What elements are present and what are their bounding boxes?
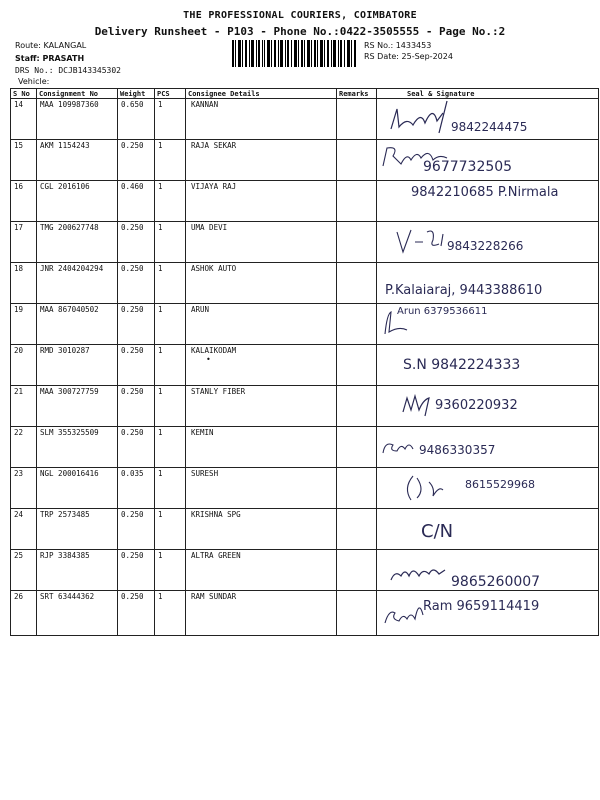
consignee-name-text: KALAIKODAM <box>191 346 237 355</box>
signature-phone: 9842210685 P.Nirmala <box>411 185 559 200</box>
serial-number: 23 <box>11 468 37 509</box>
runsheet-table <box>10 88 599 636</box>
table-row <box>11 591 599 636</box>
serial-number: 15 <box>11 140 37 181</box>
consignment-number: TMG 200627748 <box>37 222 118 263</box>
signature-phone: Arun 6379536611 <box>397 306 488 317</box>
consignee-name: ARUN <box>186 304 337 345</box>
col-consignee: Consignee Details <box>186 89 337 99</box>
pcs-value: 1 <box>155 509 186 550</box>
signature-cell <box>377 427 599 468</box>
serial-number: 18 <box>11 263 37 304</box>
consignment-number: MAA 109987360 <box>37 99 118 140</box>
signature-phone: 8615529968 <box>465 478 535 491</box>
signature-cell <box>377 345 599 386</box>
pcs-value: 1 <box>155 140 186 181</box>
weight-value: 0.250 <box>118 304 155 345</box>
signature-phone: Ram 9659114419 <box>423 599 540 614</box>
table-row <box>11 99 599 140</box>
weight-value: 0.650 <box>118 99 155 140</box>
consignee-name: KRISHNA SPG <box>186 509 337 550</box>
pcs-value: 1 <box>155 345 186 386</box>
table-row <box>11 509 599 550</box>
consignment-number: RJP 3384385 <box>37 550 118 591</box>
weight-value: 0.250 <box>118 386 155 427</box>
col-signature: Seal & Signature <box>377 89 599 99</box>
consignment-number: MAA 867040502 <box>37 304 118 345</box>
drs-number: DRS No.: DCJB143345302 <box>15 66 121 75</box>
signature-cell <box>377 386 599 427</box>
serial-number: 14 <box>11 99 37 140</box>
serial-number: 20 <box>11 345 37 386</box>
weight-value: 0.250 <box>118 509 155 550</box>
signature-phone: C/N <box>421 521 454 542</box>
signature-cell <box>377 591 599 636</box>
barcode <box>231 40 357 67</box>
signature-phone: 9486330357 <box>419 443 496 457</box>
consignee-name <box>186 345 337 386</box>
weight-value: 0.250 <box>118 550 155 591</box>
weight-value: 0.250 <box>118 222 155 263</box>
remarks-cell <box>337 99 377 140</box>
company-title: THE PROFESSIONAL COURIERS, COIMBATORE <box>183 10 417 21</box>
remarks-cell <box>337 181 377 222</box>
serial-number: 19 <box>11 304 37 345</box>
weight-value: 0.250 <box>118 263 155 304</box>
remarks-cell <box>337 386 377 427</box>
pcs-value: 1 <box>155 304 186 345</box>
remarks-cell <box>337 550 377 591</box>
signature-cell <box>377 468 599 509</box>
signature-cell <box>377 304 599 345</box>
remarks-cell <box>337 509 377 550</box>
remarks-cell <box>337 140 377 181</box>
signature-cell <box>377 509 599 550</box>
col-sno: S No <box>11 89 37 99</box>
weight-value: 0.035 <box>118 468 155 509</box>
pcs-value: 1 <box>155 550 186 591</box>
remarks-cell <box>337 263 377 304</box>
route-label: Route: KALANGAL <box>15 41 87 50</box>
consignee-name: UMA DEVI <box>186 222 337 263</box>
signature-phone: 9842244475 <box>451 120 528 134</box>
consignee-name: KEMIN <box>186 427 337 468</box>
signature-phone: 9865260007 <box>451 574 541 590</box>
runsheet-subtitle: Delivery Runsheet - P103 - Phone No.:0422-3505555 - Page No.:2 <box>94 25 506 38</box>
weight-value: 0.250 <box>118 427 155 468</box>
pcs-value: 1 <box>155 386 186 427</box>
table-row <box>11 222 599 263</box>
weight-value: 0.250 <box>118 345 155 386</box>
vehicle-label: Vehicle: <box>18 77 50 86</box>
signature-cell <box>377 181 599 222</box>
consignee-name: SURESH <box>186 468 337 509</box>
weight-value: 0.250 <box>118 591 155 636</box>
consignment-number: JNR 2404204294 <box>37 263 118 304</box>
consignee-name: ASHOK AUTO <box>186 263 337 304</box>
rs-number: RS No.: 1433453 <box>364 41 432 50</box>
serial-number: 21 <box>11 386 37 427</box>
table-row <box>11 345 599 386</box>
remarks-cell <box>337 304 377 345</box>
table-row <box>11 181 599 222</box>
pcs-value: 1 <box>155 222 186 263</box>
weight-value: 0.250 <box>118 140 155 181</box>
signature-phone: 9843228266 <box>447 239 524 253</box>
consignment-number: RMD 3010287 <box>37 345 118 386</box>
weight-value: 0.460 <box>118 181 155 222</box>
pcs-value: 1 <box>155 99 186 140</box>
col-weight: Weight <box>118 89 155 99</box>
serial-number: 17 <box>11 222 37 263</box>
staff-label: Staff: PRASATH <box>15 54 85 63</box>
col-pcs: PCS <box>155 89 186 99</box>
stray-mark: • <box>206 355 211 364</box>
pcs-value: 1 <box>155 181 186 222</box>
serial-number: 25 <box>11 550 37 591</box>
consignee-name: ALTRA GREEN <box>186 550 337 591</box>
pcs-value: 1 <box>155 468 186 509</box>
signature-cell <box>377 140 599 181</box>
signature-phone: S.N 9842224333 <box>403 357 521 373</box>
consignee-name: STANLY FIBER <box>186 386 337 427</box>
pcs-value: 1 <box>155 427 186 468</box>
pcs-value: 1 <box>155 263 186 304</box>
remarks-cell <box>337 427 377 468</box>
consignee-name: VIJAYA RAJ <box>186 181 337 222</box>
pcs-value: 1 <box>155 591 186 636</box>
table-row <box>11 263 599 304</box>
consignment-number: TRP 2573485 <box>37 509 118 550</box>
consignee-name: KANNAN <box>186 99 337 140</box>
remarks-cell <box>337 591 377 636</box>
signature-phone: 9677732505 <box>423 159 513 175</box>
serial-number: 26 <box>11 591 37 636</box>
serial-number: 24 <box>11 509 37 550</box>
signature-cell <box>377 99 599 140</box>
table-row <box>11 468 599 509</box>
consignment-number: SLM 355325509 <box>37 427 118 468</box>
table-row <box>11 427 599 468</box>
col-remarks: Remarks <box>337 89 377 99</box>
table-row <box>11 550 599 591</box>
signature-cell <box>377 222 599 263</box>
consignee-name: RAM SUNDAR <box>186 591 337 636</box>
remarks-cell <box>337 222 377 263</box>
handwritten-signature <box>377 591 597 637</box>
signature-phone: 9360220932 <box>435 398 518 413</box>
remarks-cell <box>337 468 377 509</box>
table-row <box>11 304 599 345</box>
serial-number: 16 <box>11 181 37 222</box>
consignment-number: AKM 1154243 <box>37 140 118 181</box>
consignee-name: RAJA SEKAR <box>186 140 337 181</box>
table-header-row <box>11 89 599 99</box>
table-row <box>11 386 599 427</box>
consignment-number: SRT 63444362 <box>37 591 118 636</box>
consignment-number: NGL 200016416 <box>37 468 118 509</box>
consignment-number: MAA 300727759 <box>37 386 118 427</box>
signature-phone: P.Kalaiaraj, 9443388610 <box>385 283 543 298</box>
col-consignment: Consignment No <box>37 89 118 99</box>
rs-date: RS Date: 25-Sep-2024 <box>364 52 453 61</box>
signature-cell <box>377 550 599 591</box>
consignment-number: CGL 2016106 <box>37 181 118 222</box>
signature-cell <box>377 263 599 304</box>
remarks-cell <box>337 345 377 386</box>
serial-number: 22 <box>11 427 37 468</box>
table-row <box>11 140 599 181</box>
